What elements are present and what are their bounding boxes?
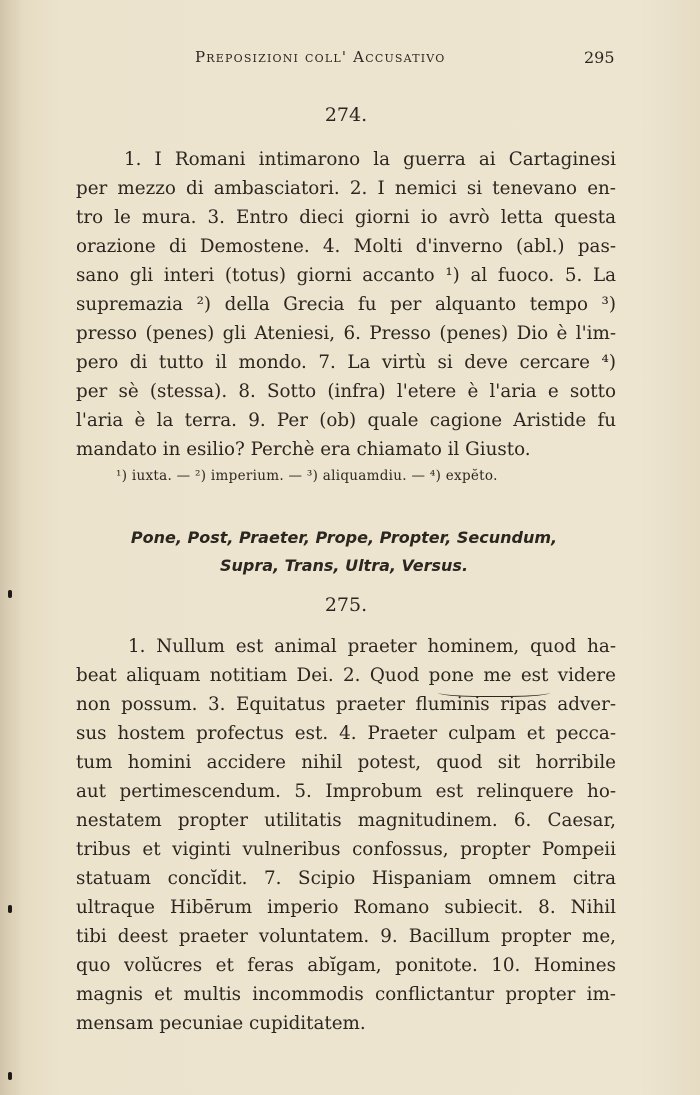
section-heading xyxy=(0,524,694,580)
text-line: beat aliquam notitiam Dei. 2. Quod pone me est videre xyxy=(76,665,616,686)
text-line: statuam concĭdit. 7. Scipio Hispaniam omnem citra xyxy=(76,868,616,889)
margin-mark xyxy=(8,905,12,913)
text-line: aut pertimescendum. 5. Improbum est relinquere ho- xyxy=(76,781,616,802)
text-line: 1. I Romani intimarono la guerra ai Cartaginesi xyxy=(124,149,616,170)
text-line: sano gli interi (totus) giorni accanto ¹) al fuoco. 5. La xyxy=(76,265,616,286)
page-number: 295 xyxy=(584,48,615,67)
text-line: mensam pecuniae cupiditatem. xyxy=(76,1013,366,1034)
text-line: quo volŭcres et feras abĭgam, ponitote. 10. Homines xyxy=(76,955,616,976)
margin-mark xyxy=(8,590,12,598)
margin-mark xyxy=(8,1072,12,1080)
text-line: per sè (stessa). 8. Sotto (infra) l'etere è l'aria e sotto xyxy=(76,381,616,402)
text-line: supremazia ²) della Grecia fu per alquanto tempo ³) xyxy=(76,294,616,315)
text-line: mandato in esilio? Perchè era chiamato il Giusto. xyxy=(76,439,531,460)
text-line: magnis et multis incommodis conflictantur propter im- xyxy=(76,984,616,1005)
exercise-274-text xyxy=(76,145,616,464)
heading-line: Supra, Trans, Ultra, Versus. xyxy=(219,556,469,575)
text-line: tum homini accidere nihil potest, quod sit horribile xyxy=(76,752,616,773)
text-line: sus hostem profectus est. 4. Praeter culpam et pecca- xyxy=(76,723,616,744)
section-number-274: 274. xyxy=(324,104,368,126)
heading-line: Pone, Post, Praeter, Prope, Propter, Secundum, xyxy=(130,528,558,547)
handwritten-underline xyxy=(438,686,550,697)
text-line: orazione di Demostene. 4. Molti d'inverno (abl.) pas- xyxy=(76,236,616,257)
text-line: tibi deest praeter voluntatem. 9. Bacillum propter me, xyxy=(76,926,616,947)
text-line: 1. Nullum est animal praeter hominem, quod ha- xyxy=(128,636,616,657)
text-line: nestatem propter utilitatis magnitudinem. 6. Caesar, xyxy=(76,810,616,831)
section-number-275: 275. xyxy=(324,594,368,616)
footnotes-274: ¹) iuxta. — ²) imperium. — ³) aliquamdiu. — ⁴) expĕto. xyxy=(116,468,498,484)
running-head xyxy=(0,48,700,70)
text-line: ultraque Hibērum imperio Romano subiecit. 8. Nihil xyxy=(76,897,616,918)
text-line: pero di tutto il mondo. 7. La virtù si deve cercare ⁴) xyxy=(76,352,616,373)
text-line: tribus et viginti vulneribus confossus, propter Pompeii xyxy=(76,839,616,860)
text-line: non possum. 3. Equitatus praeter fluminis ripas adver- xyxy=(76,694,616,715)
text-line: tro le mura. 3. Entro dieci giorni io avrò letta questa xyxy=(76,207,616,228)
text-line: presso (penes) gli Ateniesi, 6. Presso (penes) Dio è l'im- xyxy=(76,323,616,344)
text-line: l'aria è la terra. 9. Per (ob) quale cagione Aristide fu xyxy=(76,410,616,431)
text-line: per mezzo di ambasciatori. 2. I nemici si tenevano en- xyxy=(76,178,616,199)
running-title: Preposizioni coll' Accusativo xyxy=(195,48,446,66)
